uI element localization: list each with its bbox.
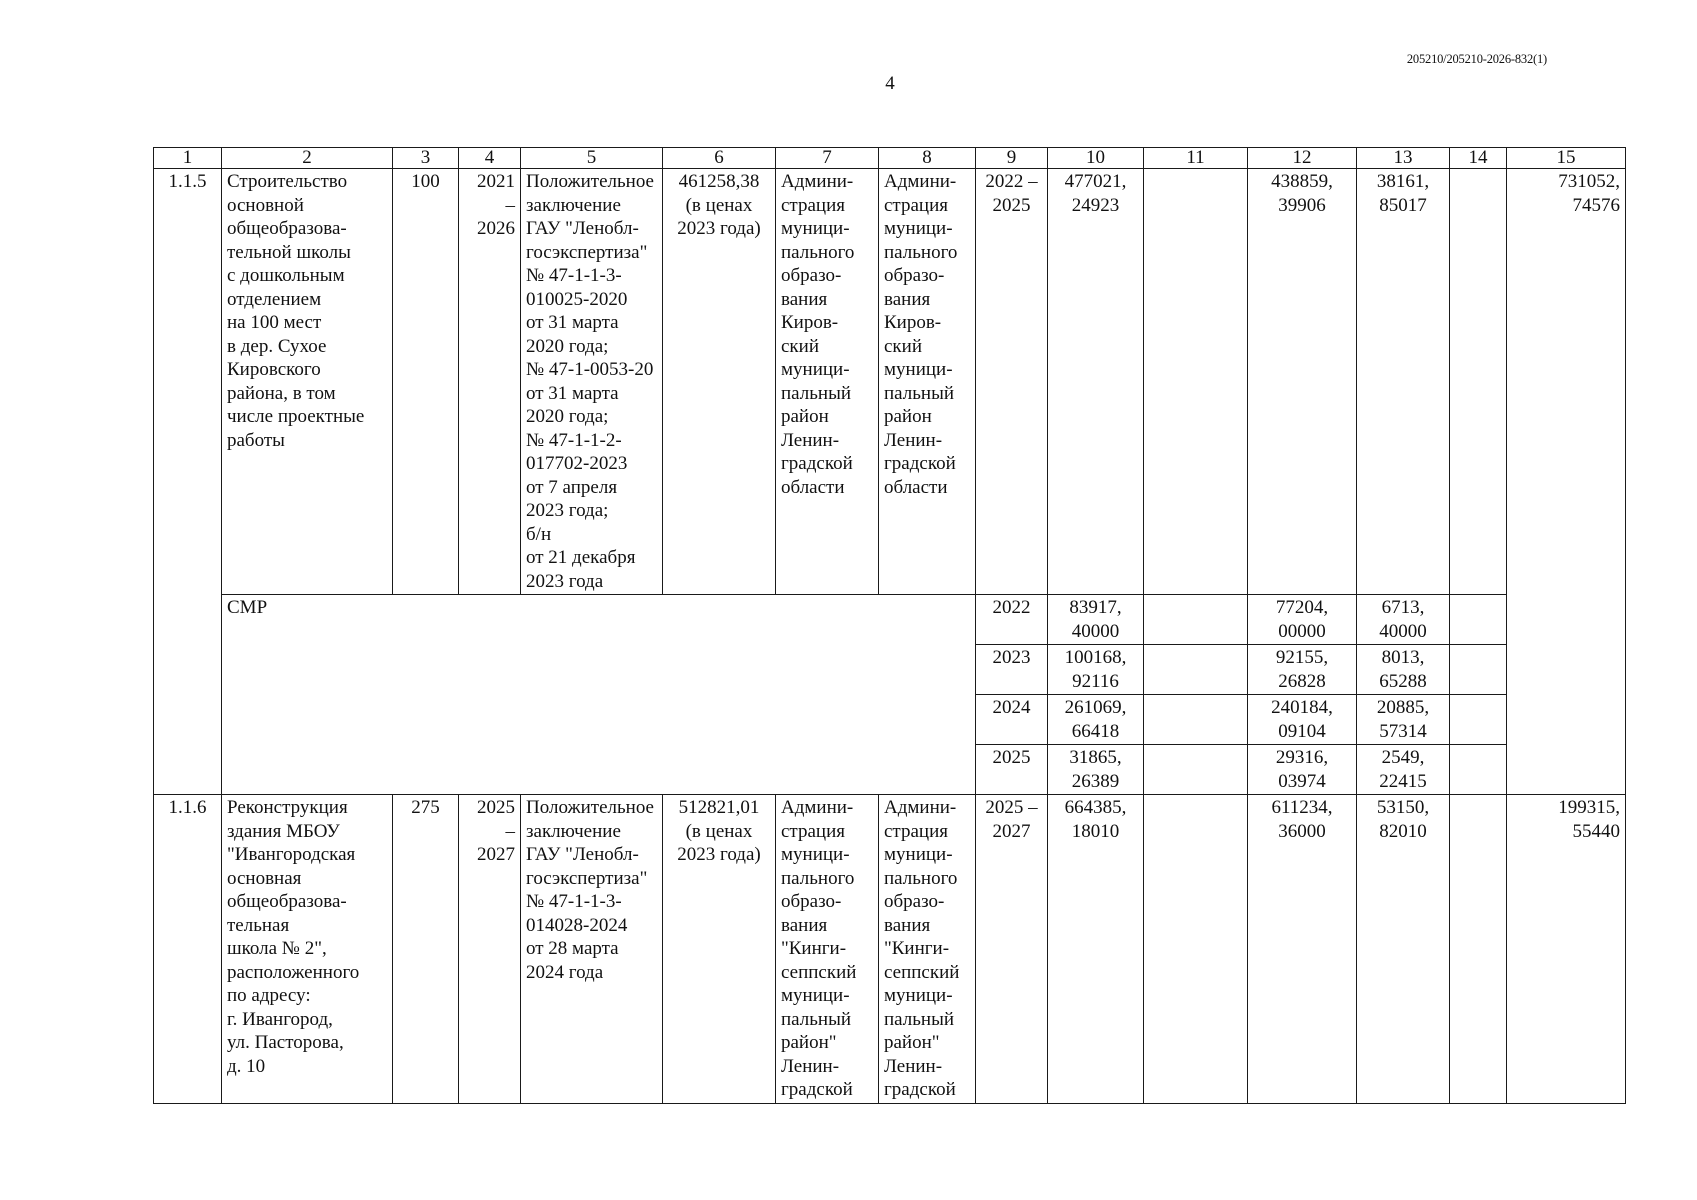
regional-cell: 438859, 39906 <box>1248 169 1357 595</box>
smr-total: 31865, 26389 <box>1048 745 1144 795</box>
column-number: 12 <box>1248 148 1357 169</box>
smr-year: 2025 <box>976 745 1048 795</box>
smr-other <box>1450 695 1507 745</box>
column-number: 8 <box>879 148 976 169</box>
column-number: 5 <box>521 148 663 169</box>
page-number: 4 <box>885 73 895 94</box>
table-row <box>154 795 1626 1104</box>
column-number: 11 <box>1144 148 1248 169</box>
smr-other <box>1450 745 1507 795</box>
cost-cell: 461258,38 (в ценах 2023 года) <box>663 169 776 595</box>
smr-year: 2024 <box>976 695 1048 745</box>
column-number: 1 <box>154 148 222 169</box>
smr-local: 6713, 40000 <box>1357 595 1450 645</box>
column-number-row <box>154 148 1626 169</box>
smr-federal <box>1144 595 1248 645</box>
developer-cell: Админи- страция муници- пального образо- вания Киров- ский муници- пальный район Ленин- градской области <box>879 169 976 595</box>
row-number: 1.1.5 <box>154 169 222 795</box>
smr-regional: 29316, 03974 <box>1248 745 1357 795</box>
smr-federal <box>1144 745 1248 795</box>
column-number: 4 <box>459 148 521 169</box>
cost-cell: 512821,01 (в ценах 2023 года) <box>663 795 776 1104</box>
period-cell: 2022 – 2025 <box>976 169 1048 595</box>
total-cell: 477021, 24923 <box>1048 169 1144 595</box>
local-cell: 53150, 82010 <box>1357 795 1450 1104</box>
smr-regional: 240184, 09104 <box>1248 695 1357 745</box>
smr-local: 2549, 22415 <box>1357 745 1450 795</box>
column-number: 9 <box>976 148 1048 169</box>
smr-regional: 77204, 00000 <box>1248 595 1357 645</box>
total-cell: 664385, 18010 <box>1048 795 1144 1104</box>
customer-cell: Админи- страция муници- пального образо- вания Киров- ский муници- пальный район Ленин- градской области <box>776 169 879 595</box>
capacity-cell: 100 <box>393 169 459 595</box>
years-cell: 2021 – 2026 <box>459 169 521 595</box>
column-number: 6 <box>663 148 776 169</box>
regional-cell: 611234, 36000 <box>1248 795 1357 1104</box>
customer-cell: Админи- страция муници- пального образо- вания "Кинги- сеппский муници- пальный район" Ленин- градской <box>776 795 879 1104</box>
balance-cell: 731052, 74576 <box>1507 169 1626 795</box>
smr-year: 2022 <box>976 595 1048 645</box>
period-cell: 2025 – 2027 <box>976 795 1048 1104</box>
smr-other <box>1450 595 1507 645</box>
table-row <box>154 169 1626 595</box>
column-number: 15 <box>1507 148 1626 169</box>
object-name: Реконструкция здания МБОУ "Ивангородская основная общеобразова- тельная школа № 2", расположенного по адресу: г. Ивангород, ул. Пасторова, д. 10 <box>222 795 393 1104</box>
column-number: 13 <box>1357 148 1450 169</box>
other-cell <box>1450 795 1507 1104</box>
smr-label: СМР <box>222 595 976 795</box>
program-table <box>153 147 1626 1104</box>
smr-row <box>154 595 1626 645</box>
smr-federal <box>1144 695 1248 745</box>
other-cell <box>1450 169 1507 595</box>
expertise-cell: Положительное заключение ГАУ "Ленобл- госэкспертиза" № 47-1-1-3- 014028-2024 от 28 марта 2024 года <box>521 795 663 1104</box>
column-number: 10 <box>1048 148 1144 169</box>
column-number: 14 <box>1450 148 1507 169</box>
smr-year: 2023 <box>976 645 1048 695</box>
smr-total: 261069, 66418 <box>1048 695 1144 745</box>
capacity-cell: 275 <box>393 795 459 1104</box>
smr-local: 20885, 57314 <box>1357 695 1450 745</box>
object-name: Строительство основной общеобразова- тельной школы с дошкольным отделением на 100 мест в дер. Сухое Кировского района, в том числе проектные работы <box>222 169 393 595</box>
developer-cell: Админи- страция муници- пального образо- вания "Кинги- сеппский муници- пальный район" Ленин- градской <box>879 795 976 1104</box>
smr-total: 100168, 92116 <box>1048 645 1144 695</box>
smr-regional: 92155, 26828 <box>1248 645 1357 695</box>
column-number: 2 <box>222 148 393 169</box>
row-number: 1.1.6 <box>154 795 222 1104</box>
column-number: 7 <box>776 148 879 169</box>
column-number: 3 <box>393 148 459 169</box>
smr-total: 83917, 40000 <box>1048 595 1144 645</box>
smr-local: 8013, 65288 <box>1357 645 1450 695</box>
federal-cell <box>1144 169 1248 595</box>
local-cell: 38161, 85017 <box>1357 169 1450 595</box>
federal-cell <box>1144 795 1248 1104</box>
document-reference: 205210/205210-2026-832(1) <box>1406 52 1547 66</box>
years-cell: 2025 – 2027 <box>459 795 521 1104</box>
expertise-cell: Положительное заключение ГАУ "Ленобл- госэкспертиза" № 47-1-1-3- 010025-2020 от 31 марта 2020 года; № 47-1-0053-20 от 31 марта 2020 года; № 47-1-1-2- 017702-2023 от 7 апреля 2023 года; б/н от 21 декабря 2023 года <box>521 169 663 595</box>
smr-federal <box>1144 645 1248 695</box>
smr-other <box>1450 645 1507 695</box>
balance-cell: 199315, 55440 <box>1507 795 1626 1104</box>
